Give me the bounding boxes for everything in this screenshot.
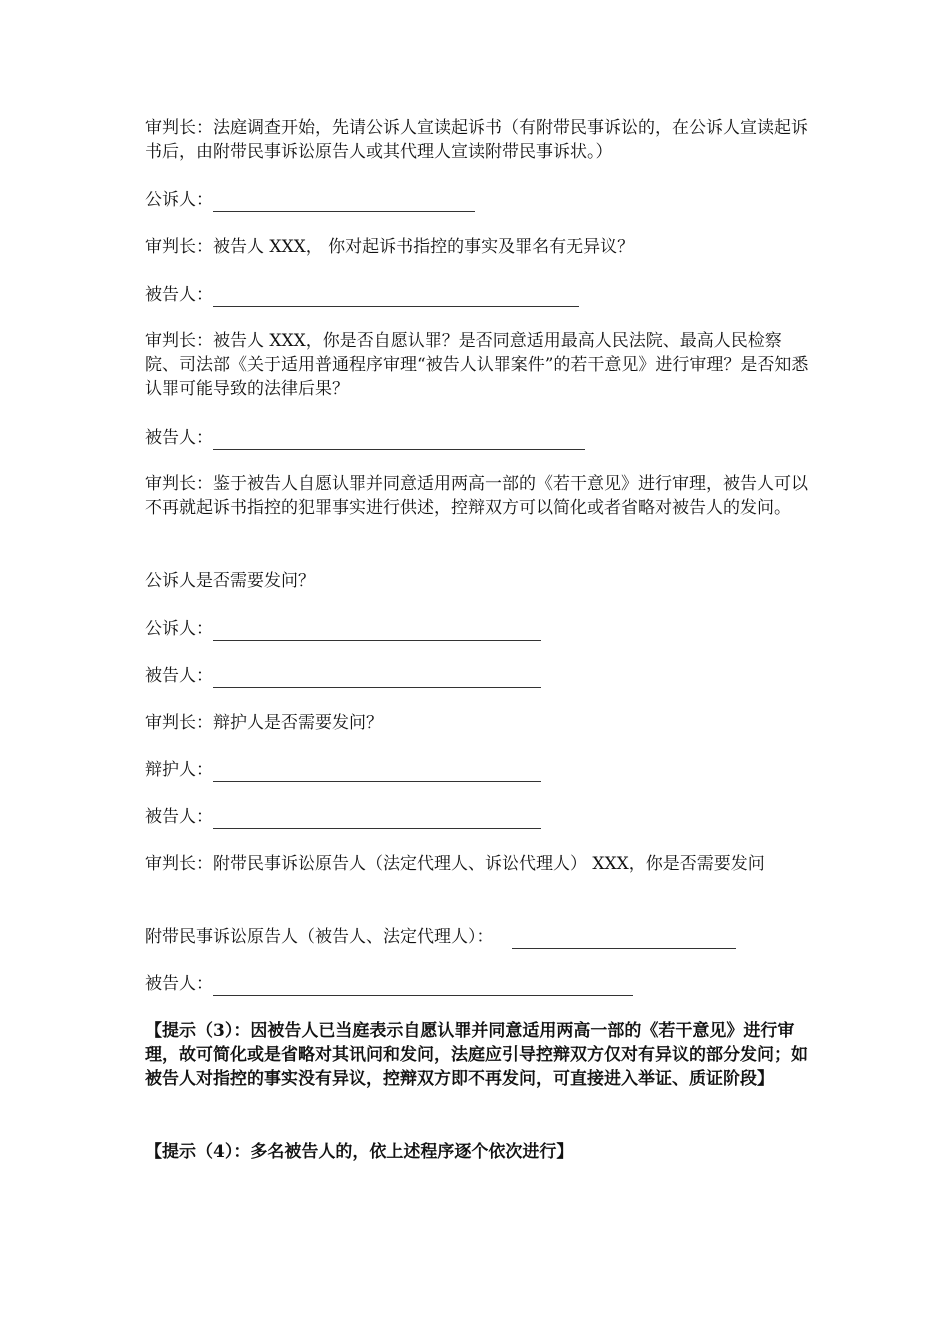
paragraph-judge-voluntary-plea: 审判长：被告人 XXX，你是否自愿认罪？是否同意适用最高人民法院、最高人民检察院、司法部《关于适用普通程序审理“被告人认罪案件”的若干意见》进行审理？是否知悉认罪可能导致的法律后果？ bbox=[145, 331, 809, 399]
defendant-label: 被告人： bbox=[145, 974, 213, 994]
defendant-response-line-5 bbox=[145, 972, 810, 996]
defendant-blank[interactable] bbox=[213, 431, 585, 450]
defendant-blank[interactable] bbox=[213, 977, 633, 996]
prosecutor-label: 公诉人： bbox=[145, 190, 213, 210]
defendant-blank[interactable] bbox=[213, 810, 541, 829]
paragraph-prosecutor-question-prompt: 公诉人是否需要发问？ bbox=[145, 571, 315, 591]
prosecutor-blank[interactable] bbox=[213, 193, 475, 212]
paragraph-judge-simplified-procedure: 审判长：鉴于被告人自愿认罪并同意适用两高一部的《若干意见》进行审理，被告人可以不再就起诉书指控的犯罪事实进行供述，控辩双方可以简化或者省略对被告人的发问。 bbox=[145, 474, 808, 518]
paragraph-presiding-judge-opening: 审判长：法庭调查开始，先请公诉人宣读起诉书（有附带民事诉讼的，在公诉人宣读起诉书后，由附带民事诉讼原告人或其代理人宣读附带民事诉状。） bbox=[145, 118, 808, 162]
prosecutor-response-line-2 bbox=[145, 617, 810, 641]
defendant-label: 被告人： bbox=[145, 807, 213, 827]
defender-label: 辩护人： bbox=[145, 760, 213, 780]
prosecutor-blank[interactable] bbox=[213, 622, 541, 641]
defender-response-line bbox=[145, 758, 810, 782]
civil-plaintiff-response-line bbox=[145, 925, 810, 949]
defendant-label: 被告人： bbox=[145, 285, 213, 305]
tip-3: 【提示（3）：因被告人已当庭表示自愿认罪并同意适用两高一部的《若干意见》进行审理，故可简化或是省略对其讯问和发问，法庭应引导控辩双方仅对有异议的部分发问；如被告人对指控的事实没有异议，控辩双方即不再发问，可直接进入举证、质证阶段】 bbox=[145, 1021, 808, 1089]
defendant-blank[interactable] bbox=[213, 288, 579, 307]
defender-blank[interactable] bbox=[213, 763, 541, 782]
defendant-label: 被告人： bbox=[145, 666, 213, 686]
defendant-response-line-1 bbox=[145, 283, 810, 307]
paragraph-judge-defense-question: 审判长：辩护人是否需要发问？ bbox=[145, 713, 383, 733]
defendant-response-line-2 bbox=[145, 426, 810, 450]
defendant-response-line-3 bbox=[145, 664, 810, 688]
prosecutor-response-line bbox=[145, 188, 810, 212]
defendant-blank[interactable] bbox=[213, 669, 541, 688]
prosecutor-label: 公诉人： bbox=[145, 619, 213, 639]
tip-4: 【提示（4）：多名被告人的，依上述程序逐个依次进行】 bbox=[145, 1142, 574, 1162]
civil-plaintiff-label: 附带民事诉讼原告人（被告人、法定代理人）： bbox=[145, 927, 494, 947]
defendant-label: 被告人： bbox=[145, 428, 213, 448]
civil-plaintiff-blank[interactable] bbox=[512, 930, 736, 949]
defendant-response-line-4 bbox=[145, 805, 810, 829]
paragraph-judge-question-objection: 审判长：被告人 XXX， 你对起诉书指控的事实及罪名有无异议？ bbox=[145, 237, 635, 257]
paragraph-judge-civil-plaintiff-question: 审判长：附带民事诉讼原告人（法定代理人、诉讼代理人） XXX，你是否需要发问 bbox=[145, 854, 765, 874]
